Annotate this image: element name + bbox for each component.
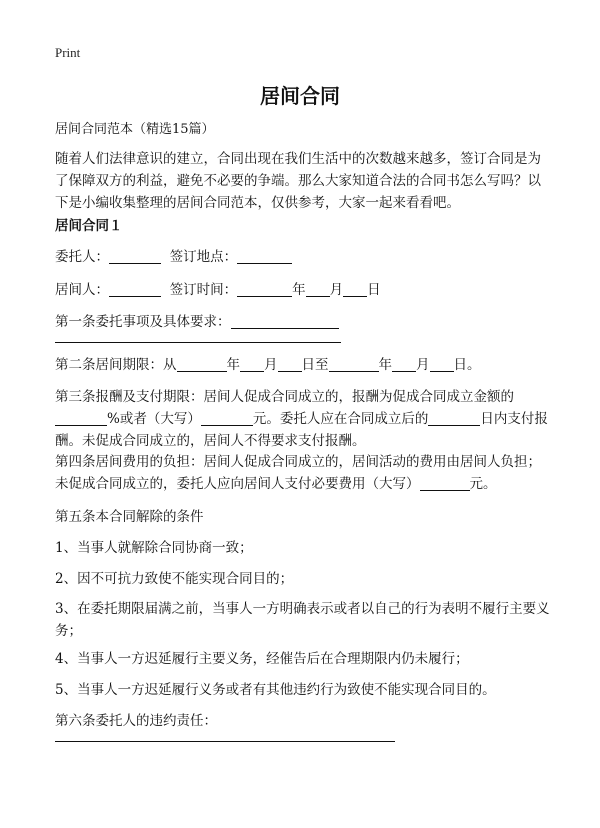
- article-1-rule: [55, 342, 341, 343]
- broker-label: 居间人：: [55, 282, 109, 298]
- article-2-blank: [278, 357, 302, 372]
- broker-blank: [109, 282, 161, 297]
- article-3-c: 元。委托人应在合同成立后的: [252, 411, 429, 427]
- article-6-rule: [55, 741, 395, 742]
- sign-day-blank: [343, 282, 367, 297]
- article-2-month: 月: [416, 357, 430, 373]
- article-3: [55, 386, 550, 452]
- article-2-blank: [177, 357, 227, 372]
- sign-month-blank: [306, 282, 330, 297]
- sign-place-blank: [237, 249, 292, 264]
- article-2-blank: [329, 357, 379, 372]
- article-2-start: 第二条居间期限：从: [55, 357, 177, 373]
- client-blank: [109, 249, 161, 264]
- article-1-text: 第一条委托事项及具体要求：: [55, 314, 231, 330]
- client-label: 委托人：: [55, 249, 109, 265]
- article-3-blank: [201, 411, 253, 426]
- article-2-day-to: 日至: [301, 357, 329, 373]
- article-2-blank: [392, 357, 416, 372]
- year-label: 年: [292, 282, 306, 298]
- condition-1: 1、当事人就解除合同协商一致；: [55, 540, 253, 556]
- client-line: [55, 246, 550, 268]
- article-5: 第五条本合同解除的条件: [55, 509, 204, 525]
- sign-time-label: 签订时间：: [169, 282, 238, 298]
- article-3-blank: [55, 411, 107, 426]
- article-2-year: 年: [226, 357, 240, 373]
- month-label: 月: [329, 282, 344, 298]
- article-2-year: 年: [378, 357, 392, 373]
- article-2-blank: [430, 357, 454, 372]
- sign-year-blank: [237, 282, 292, 297]
- article-2-month: 月: [264, 357, 278, 373]
- article-4-b: 元。: [469, 476, 497, 492]
- subtitle: 居间合同范本（精选15篇）: [55, 122, 215, 137]
- article-4-blank: [420, 476, 470, 491]
- day-label: 日: [367, 282, 381, 298]
- article-6: 第六条委托人的违约责任：: [55, 713, 217, 729]
- broker-line: [55, 279, 550, 301]
- condition-4: 4、当事人一方迟延履行主要义务，经催告后在合理期限内仍未履行；: [55, 651, 469, 667]
- condition-2: 2、因不可抗力致使不能实现合同目的；: [55, 571, 294, 587]
- section-heading: 居间合同１: [55, 218, 123, 234]
- article-2-blank: [240, 357, 264, 372]
- article-1: [55, 311, 550, 333]
- intro-paragraph: 随着人们法律意识的建立，合同出现在我们生活中的次数越来越多，签订合同是为了保障双方的利益，避免不必要的争端。那么大家知道合法的合同书怎么写吗？以下是小编收集整理的居间合同范本，仅供参考，大家一起来看看吧。: [55, 151, 541, 211]
- condition-5: 5、当事人一方迟延履行义务或者有其他违约行为致使不能实现合同目的。: [55, 682, 496, 698]
- article-3-b: %或者（大写）: [107, 411, 201, 427]
- article-4: [55, 451, 550, 495]
- article-4-a: 第四条居间费用的负担：居间人促成合同成立的，居间活动的费用由居间人负担；未促成合同成立的，委托人应向居间人支付必要费用（大写）: [55, 454, 541, 492]
- article-2-day-end: 日。: [453, 357, 481, 373]
- sign-place-label: 签订地点：: [169, 249, 238, 265]
- article-1-blank: [231, 314, 339, 329]
- article-2: [55, 354, 550, 376]
- article-3-blank: [428, 411, 480, 426]
- print-link[interactable]: Print: [55, 45, 81, 60]
- article-3-d: 日内支付报酬。未促成合同成立的，居间人不得要求支付报酬。: [55, 411, 548, 449]
- article-3-a: 第三条报酬及支付期限：居间人促成合同成立的，报酬为促成合同成立金额的: [55, 389, 514, 405]
- condition-3: 3、在委托期限届满之前，当事人一方明确表示或者以自己的行为表明不履行主要义务；: [55, 601, 550, 639]
- document-title: 居间合同: [260, 84, 340, 108]
